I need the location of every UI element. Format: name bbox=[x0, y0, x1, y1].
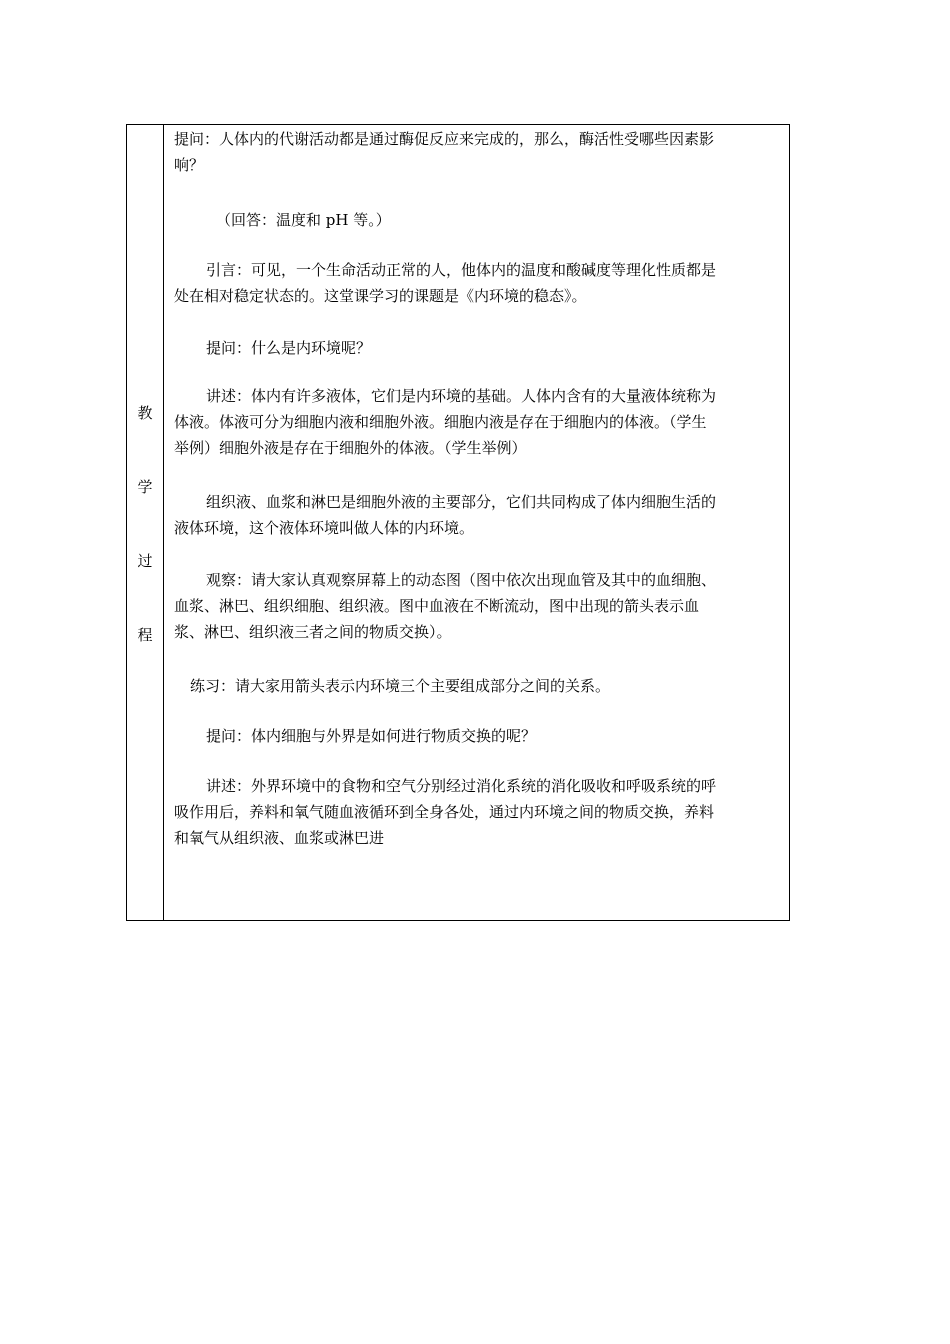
section-label-char: 程 bbox=[137, 626, 153, 644]
section-label-char: 教 bbox=[137, 404, 153, 422]
paragraph-line: 吸作用后，养料和氧气随血液循环到全身各处，通过内环境之间的物质交换，养料 bbox=[174, 803, 715, 821]
paragraph-line: 提问：什么是内环境呢？ bbox=[206, 339, 372, 357]
paragraph-line: 组织液、血浆和淋巴是细胞外液的主要部分，它们共同构成了体内细胞生活的 bbox=[206, 493, 717, 511]
section-label-char: 学 bbox=[137, 478, 153, 496]
paragraph-line: 观察：请大家认真观察屏幕上的动态图（图中依次出现血管及其中的血细胞、 bbox=[206, 571, 717, 589]
paragraph-line: （回答：温度和 pH 等。） bbox=[216, 211, 391, 229]
paragraph-line: 处在相对稳定状态的。这堂课学习的课题是《内环境的稳态》。 bbox=[174, 287, 587, 305]
paragraph-line: 液体环境，这个液体环境叫做人体的内环境。 bbox=[174, 519, 475, 537]
lesson-table bbox=[126, 124, 790, 921]
paragraph-line: 血浆、淋巴、组织细胞、组织液。图中血液在不断流动，图中出现的箭头表示血 bbox=[174, 597, 700, 615]
paragraph-line: 体液。体液可分为细胞内液和细胞外液。细胞内液是存在于细胞内的体液。（学生 bbox=[174, 413, 707, 431]
content-cell bbox=[164, 125, 789, 920]
paragraph-line: 响？ bbox=[174, 156, 205, 174]
paragraph-line: 讲述：体内有许多液体，它们是内环境的基础。人体内含有的大量液体统称为 bbox=[206, 387, 717, 405]
paragraph-introduction bbox=[174, 257, 786, 309]
paragraph-line: 举例）细胞外液是存在于细胞外的体液。（学生举例） bbox=[174, 439, 527, 457]
paragraph-line: 练习：请大家用箭头表示内环境三个主要组成部分之间的关系。 bbox=[190, 677, 611, 695]
paragraph-question-environment bbox=[206, 335, 818, 361]
paragraph-lecture-body-fluid bbox=[174, 383, 786, 461]
paragraph-extracellular-fluid bbox=[174, 489, 786, 541]
paragraph-line: 引言：可见，一个生命活动正常的人，他体内的温度和酸碱度等理化性质都是 bbox=[206, 261, 717, 279]
paragraph-question-exchange bbox=[206, 723, 818, 749]
paragraph-line: 提问：体内细胞与外界是如何进行物质交换的呢？ bbox=[206, 727, 537, 745]
paragraph-lecture-exchange bbox=[174, 773, 786, 851]
paragraph-line: 讲述：外界环境中的食物和空气分别经过消化系统的消化吸收和呼吸系统的呼 bbox=[206, 777, 717, 795]
paragraph-question-enzyme bbox=[174, 126, 786, 178]
paragraph-line: 和氧气从组织液、血浆或淋巴进 bbox=[174, 829, 385, 847]
paragraph-observation bbox=[174, 567, 786, 645]
paragraph-line: 提问：人体内的代谢活动都是通过酶促反应来完成的，那么，酶活性受哪些因素影 bbox=[174, 130, 715, 148]
section-label-char: 过 bbox=[137, 552, 153, 570]
section-label-cell bbox=[127, 125, 164, 920]
paragraph-answer bbox=[216, 207, 828, 233]
paragraph-line: 浆、淋巴、组织液三者之间的物质交换）。 bbox=[174, 623, 452, 641]
paragraph-exercise bbox=[190, 673, 802, 699]
